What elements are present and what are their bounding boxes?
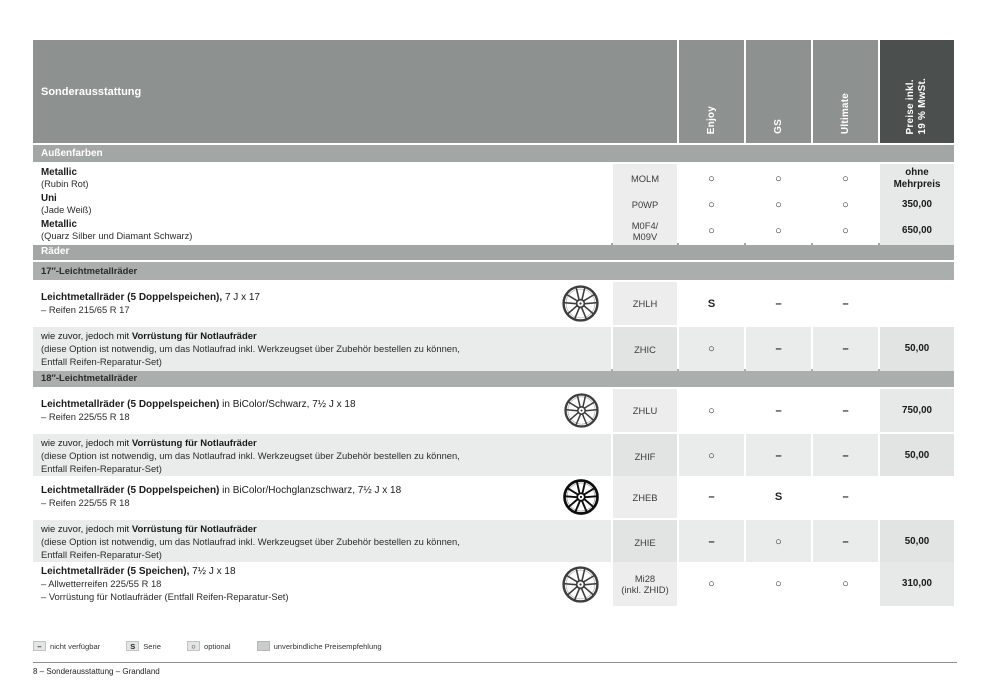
page-footer: 8 – Sonderausstattung – Grandland <box>33 667 160 676</box>
availability-ultimate: – <box>813 282 878 325</box>
option-code: ZHIE <box>613 520 677 564</box>
availability-enjoy: ○ <box>679 216 744 245</box>
availability-enjoy: – <box>679 476 744 518</box>
wheel-icon <box>562 566 599 603</box>
availability-gs: – <box>746 327 811 371</box>
table-row-zhlh <box>33 282 954 325</box>
availability-ultimate: ○ <box>813 164 878 193</box>
availability-gs: ○ <box>746 520 811 564</box>
price: 50,00 <box>880 434 954 478</box>
option-description: Leichtmetallräder (5 Doppelspeichen) in BiColor/Schwarz, 7½ J x 18 – Reifen 225/55 R 18 <box>33 389 611 432</box>
table-row-p0wp <box>33 190 954 214</box>
table-row-zhif <box>33 434 954 474</box>
table-row-zhlu <box>33 389 954 432</box>
legend-label: Serie <box>143 641 161 651</box>
option-description: wie zuvor, jedoch mit Vorrüstung für Notlaufräder (diese Option ist notwendig, um das Notlaufrad inkl. Werkzeugset über Zubehör bestellen zu können, Entfall Reifen-Reparatur-Set) <box>33 520 611 564</box>
availability-ultimate: – <box>813 434 878 478</box>
legend <box>33 641 957 651</box>
wheel-icon <box>563 479 599 515</box>
availability-enjoy: ○ <box>679 389 744 432</box>
column-header-gs: GS <box>746 40 811 143</box>
availability-gs: ○ <box>746 562 811 606</box>
wheel-icon <box>564 393 599 428</box>
availability-ultimate: – <box>813 327 878 371</box>
column-header-price: Preise inkl. 19 % MwSt. <box>880 40 954 143</box>
price: 350,00 <box>880 190 954 219</box>
option-code: P0WP <box>613 190 677 219</box>
availability-ultimate: ○ <box>813 190 878 219</box>
section-header-raeder: Räder <box>33 243 954 260</box>
availability-gs: ○ <box>746 190 811 219</box>
section-header-17-zoll: 17″-Leichtmetallräder <box>33 262 954 280</box>
option-description: Uni (Jade Weiß) <box>33 190 611 219</box>
option-code: Mi28 (inkl. ZHID) <box>613 562 677 606</box>
serie-symbol: S <box>126 641 139 651</box>
gray-swatch-icon <box>257 641 270 651</box>
legend-label: optional <box>203 641 231 651</box>
option-description: Metallic (Rubin Rot) <box>33 164 611 193</box>
price <box>880 282 954 325</box>
option-code: M0F4/ M09V <box>613 216 677 245</box>
table-row-zheb <box>33 476 954 518</box>
availability-ultimate: – <box>813 476 878 518</box>
price: 650,00 <box>880 216 954 245</box>
availability-enjoy: ○ <box>679 190 744 219</box>
availability-gs: – <box>746 389 811 432</box>
legend-item-price-recommendation <box>257 641 382 651</box>
option-description: wie zuvor, jedoch mit Vorrüstung für Notlaufräder (diese Option ist notwendig, um das Notlaufrad inkl. Werkzeugset über Zubehör bestellen zu können, Entfall Reifen-Reparatur-Set) <box>33 434 611 478</box>
option-description: Metallic (Quarz Silber und Diamant Schwarz) <box>33 216 611 245</box>
option-description: Leichtmetallräder (5 Speichen), 7½ J x 18 – Allwetterreifen 225/55 R 18 – Vorrüstung für Notlaufräder (Entfall Reifen-Reparatur-Set) <box>33 562 611 606</box>
option-description: wie zuvor, jedoch mit Vorrüstung für Notlaufräder (diese Option ist notwendig, um das Notlaufrad inkl. Werkzeugset über Zubehör bestellen zu können, Entfall Reifen-Reparatur-Set) <box>33 327 611 371</box>
column-header-ultimate: Ultimate <box>813 40 878 143</box>
table-row-zhie <box>33 520 954 560</box>
wheel-icon <box>562 285 599 322</box>
footer-divider <box>33 662 957 663</box>
legend-label: nicht verfügbar <box>50 641 101 651</box>
availability-ultimate: ○ <box>813 562 878 606</box>
section-header-18-zoll: 18″-Leichtmetallräder <box>33 369 954 387</box>
table-row-molm <box>33 164 954 188</box>
table-header <box>33 40 954 143</box>
option-code: ZHIC <box>613 327 677 371</box>
option-code: MOLM <box>613 164 677 193</box>
section-header-aussenfarben: Außenfarben <box>33 145 954 162</box>
price: 310,00 <box>880 562 954 606</box>
legend-label: unverbindliche Preisempfehlung <box>273 641 382 651</box>
option-description: Leichtmetallräder (5 Doppelspeichen) in BiColor/Hochglanzschwarz, 7½ J x 18 – Reifen 225/55 R 18 <box>33 476 611 518</box>
legend-item-serie <box>126 641 161 651</box>
option-code: ZHIF <box>613 434 677 478</box>
option-description: Leichtmetallräder (5 Doppelspeichen), 7 J x 17 – Reifen 215/65 R 17 <box>33 282 611 325</box>
price: 750,00 <box>880 389 954 432</box>
availability-ultimate: – <box>813 520 878 564</box>
availability-enjoy: ○ <box>679 562 744 606</box>
availability-gs: S <box>746 476 811 518</box>
availability-gs: ○ <box>746 164 811 193</box>
availability-enjoy: ○ <box>679 164 744 193</box>
table-title: Sonderausstattung <box>33 40 677 143</box>
option-code: ZHEB <box>613 476 677 518</box>
availability-enjoy: S <box>679 282 744 325</box>
dash-symbol: – <box>33 641 46 651</box>
availability-ultimate: – <box>813 389 878 432</box>
price: ohne Mehrpreis <box>880 164 954 193</box>
column-header-enjoy: Enjoy <box>679 40 744 143</box>
option-code: ZHLU <box>613 389 677 432</box>
options-table <box>33 40 954 605</box>
availability-gs: – <box>746 434 811 478</box>
availability-ultimate: ○ <box>813 216 878 245</box>
availability-enjoy: ○ <box>679 327 744 371</box>
legend-item-not-available <box>33 641 100 651</box>
price: 50,00 <box>880 520 954 564</box>
option-code: ZHLH <box>613 282 677 325</box>
circle-symbol: ○ <box>187 641 200 651</box>
table-row-mi28 <box>33 562 954 605</box>
price: 50,00 <box>880 327 954 371</box>
legend-item-optional <box>187 641 231 651</box>
availability-gs: – <box>746 282 811 325</box>
price <box>880 476 954 518</box>
availability-enjoy: – <box>679 520 744 564</box>
table-row-m0f4 <box>33 216 954 241</box>
availability-gs: ○ <box>746 216 811 245</box>
table-row-zhic <box>33 327 954 367</box>
availability-enjoy: ○ <box>679 434 744 478</box>
